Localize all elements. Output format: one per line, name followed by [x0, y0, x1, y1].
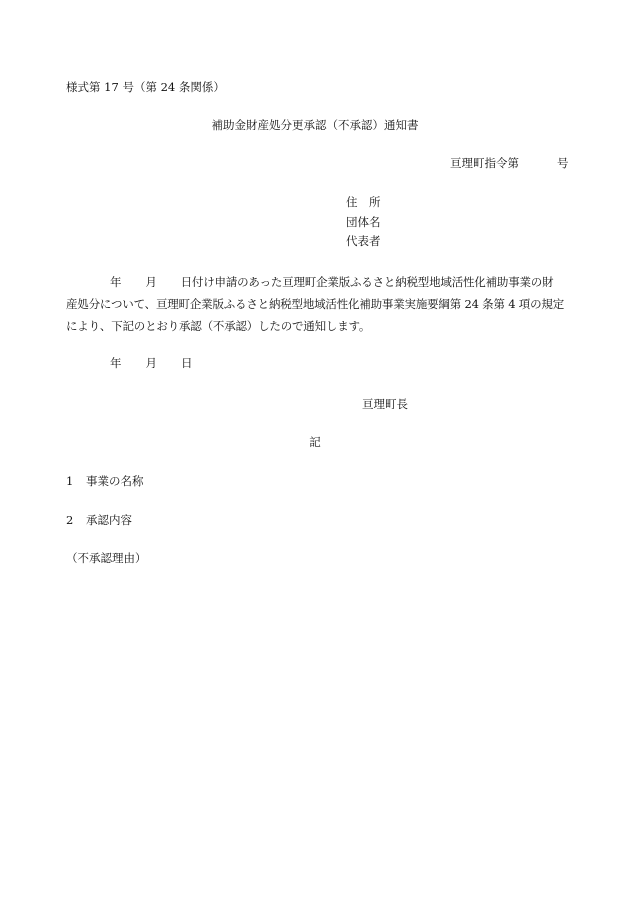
- list-item: [66, 512, 132, 528]
- address-label: 住 所: [346, 195, 381, 209]
- body-line-2: 産処分について、亘理町企業版ふるさと納税型地域活性化補助事業実施要綱第 24 条第 4 項の規定: [66, 297, 565, 311]
- item-number: 2: [66, 513, 74, 527]
- body-month-label: 月: [145, 275, 157, 289]
- item-number: 1: [66, 474, 74, 488]
- body-line-3: により、下記のとおり承認（不承認）したので通知します。: [66, 319, 371, 333]
- form-number: 様式第 17 号（第 24 条関係）: [66, 80, 225, 94]
- body-line-1: [66, 271, 566, 293]
- date-day-label: 日: [181, 356, 193, 370]
- rejection-reason-label: （不承認理由）: [66, 551, 147, 565]
- body-year-label: 年: [110, 275, 122, 289]
- document-title: 補助金財産処分更承認（不承認）通知書: [211, 118, 419, 132]
- notice-body: [66, 271, 566, 337]
- item-label: 承認内容: [86, 513, 132, 527]
- organization-label: 団体名: [346, 215, 381, 229]
- item-label: 事業の名称: [86, 474, 144, 488]
- reference-number-prefix: 亘理町指令第: [450, 156, 519, 170]
- body-line-1-text: 日付け申請のあった亘理町企業版ふるさと納税型地域活性化補助事業の財: [180, 275, 554, 289]
- signer-title: 亘理町長: [362, 397, 408, 411]
- issue-date: [110, 355, 193, 371]
- date-year-label: 年: [110, 356, 122, 370]
- reference-number-suffix: 号: [557, 156, 569, 170]
- list-item: [66, 473, 144, 489]
- date-month-label: 月: [145, 356, 157, 370]
- ki-heading: 記: [309, 435, 321, 449]
- representative-label: 代表者: [346, 234, 381, 248]
